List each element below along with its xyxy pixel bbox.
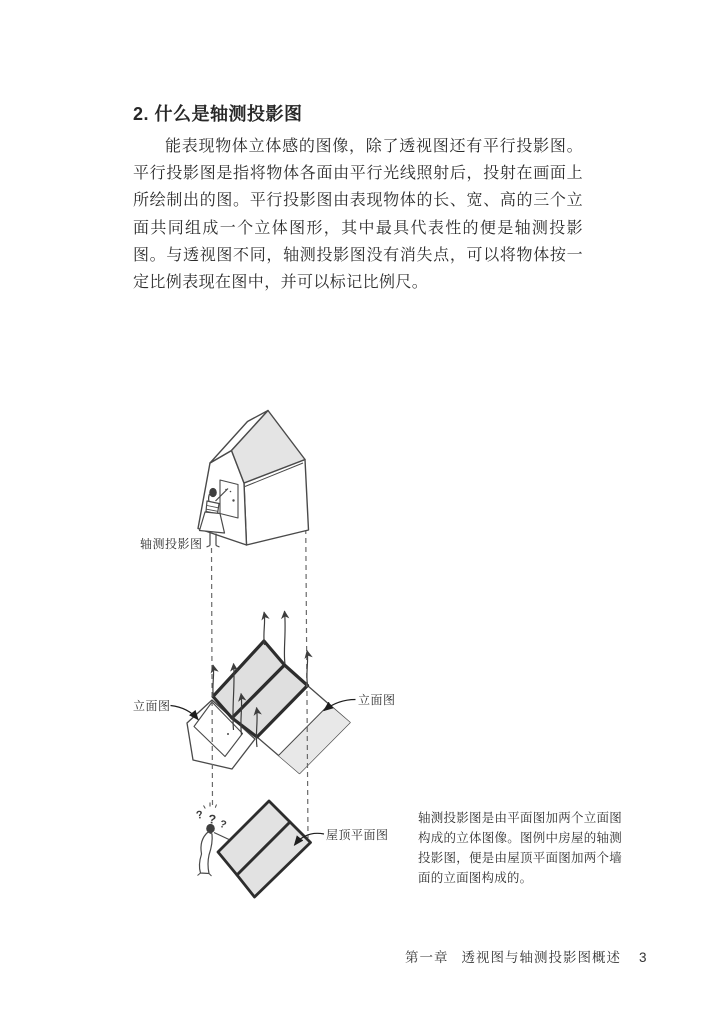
body-paragraph: 能表现物体立体感的图像，除了透视图还有平行投影图。平行投影图是指将物体各面由平行光线照射后，投射在画面上所绘制出的图。平行投影图由表现物体的长、宽、高的三个立面共同组成一个立体图形，其中最具代表性的便是轴测投影图。与透视图不同，轴测投影图没有消失点，可以将物体按一定比例表现在图中，并可以标记比例尺。: [133, 138, 583, 292]
person-body: [199, 832, 212, 874]
footer-section-title: 透视图与轴测投影图概述: [461, 950, 621, 965]
projection-line-left: [212, 548, 213, 807]
footer-page-number: 3: [639, 950, 647, 965]
roof-plan-illustration: [218, 801, 311, 897]
label-elevation-right: 立面图: [358, 693, 396, 707]
label-axonometric-view: 轴测投影图: [140, 537, 203, 551]
door-knob: [232, 499, 234, 501]
question-mark: ?: [218, 817, 228, 832]
door-knob-dot: [227, 733, 229, 735]
person-head: [209, 488, 217, 497]
question-mark: ?: [207, 812, 217, 827]
figure-caption: 轴测投影图是由平面图加两个立面图构成的立体图像。图例中房屋的轴测投影图，便是由屋顶平面图加两个墙面的立面图构成的。: [418, 811, 622, 885]
section-heading: 2. 什么是轴测投影图: [133, 104, 303, 124]
house-door: [220, 480, 238, 518]
house-illustration: [198, 411, 309, 548]
page-footer: [405, 946, 647, 966]
label-elevation-left: 立面图: [133, 699, 171, 713]
footer-chapter: 第一章: [405, 950, 449, 965]
axonometric-explainer-figure: [120, 398, 420, 910]
label-roof-plan: 屋顶平面图: [326, 828, 389, 842]
question-mark: ?: [195, 808, 205, 822]
person-arm: [214, 833, 229, 840]
confused-person: [195, 803, 229, 877]
